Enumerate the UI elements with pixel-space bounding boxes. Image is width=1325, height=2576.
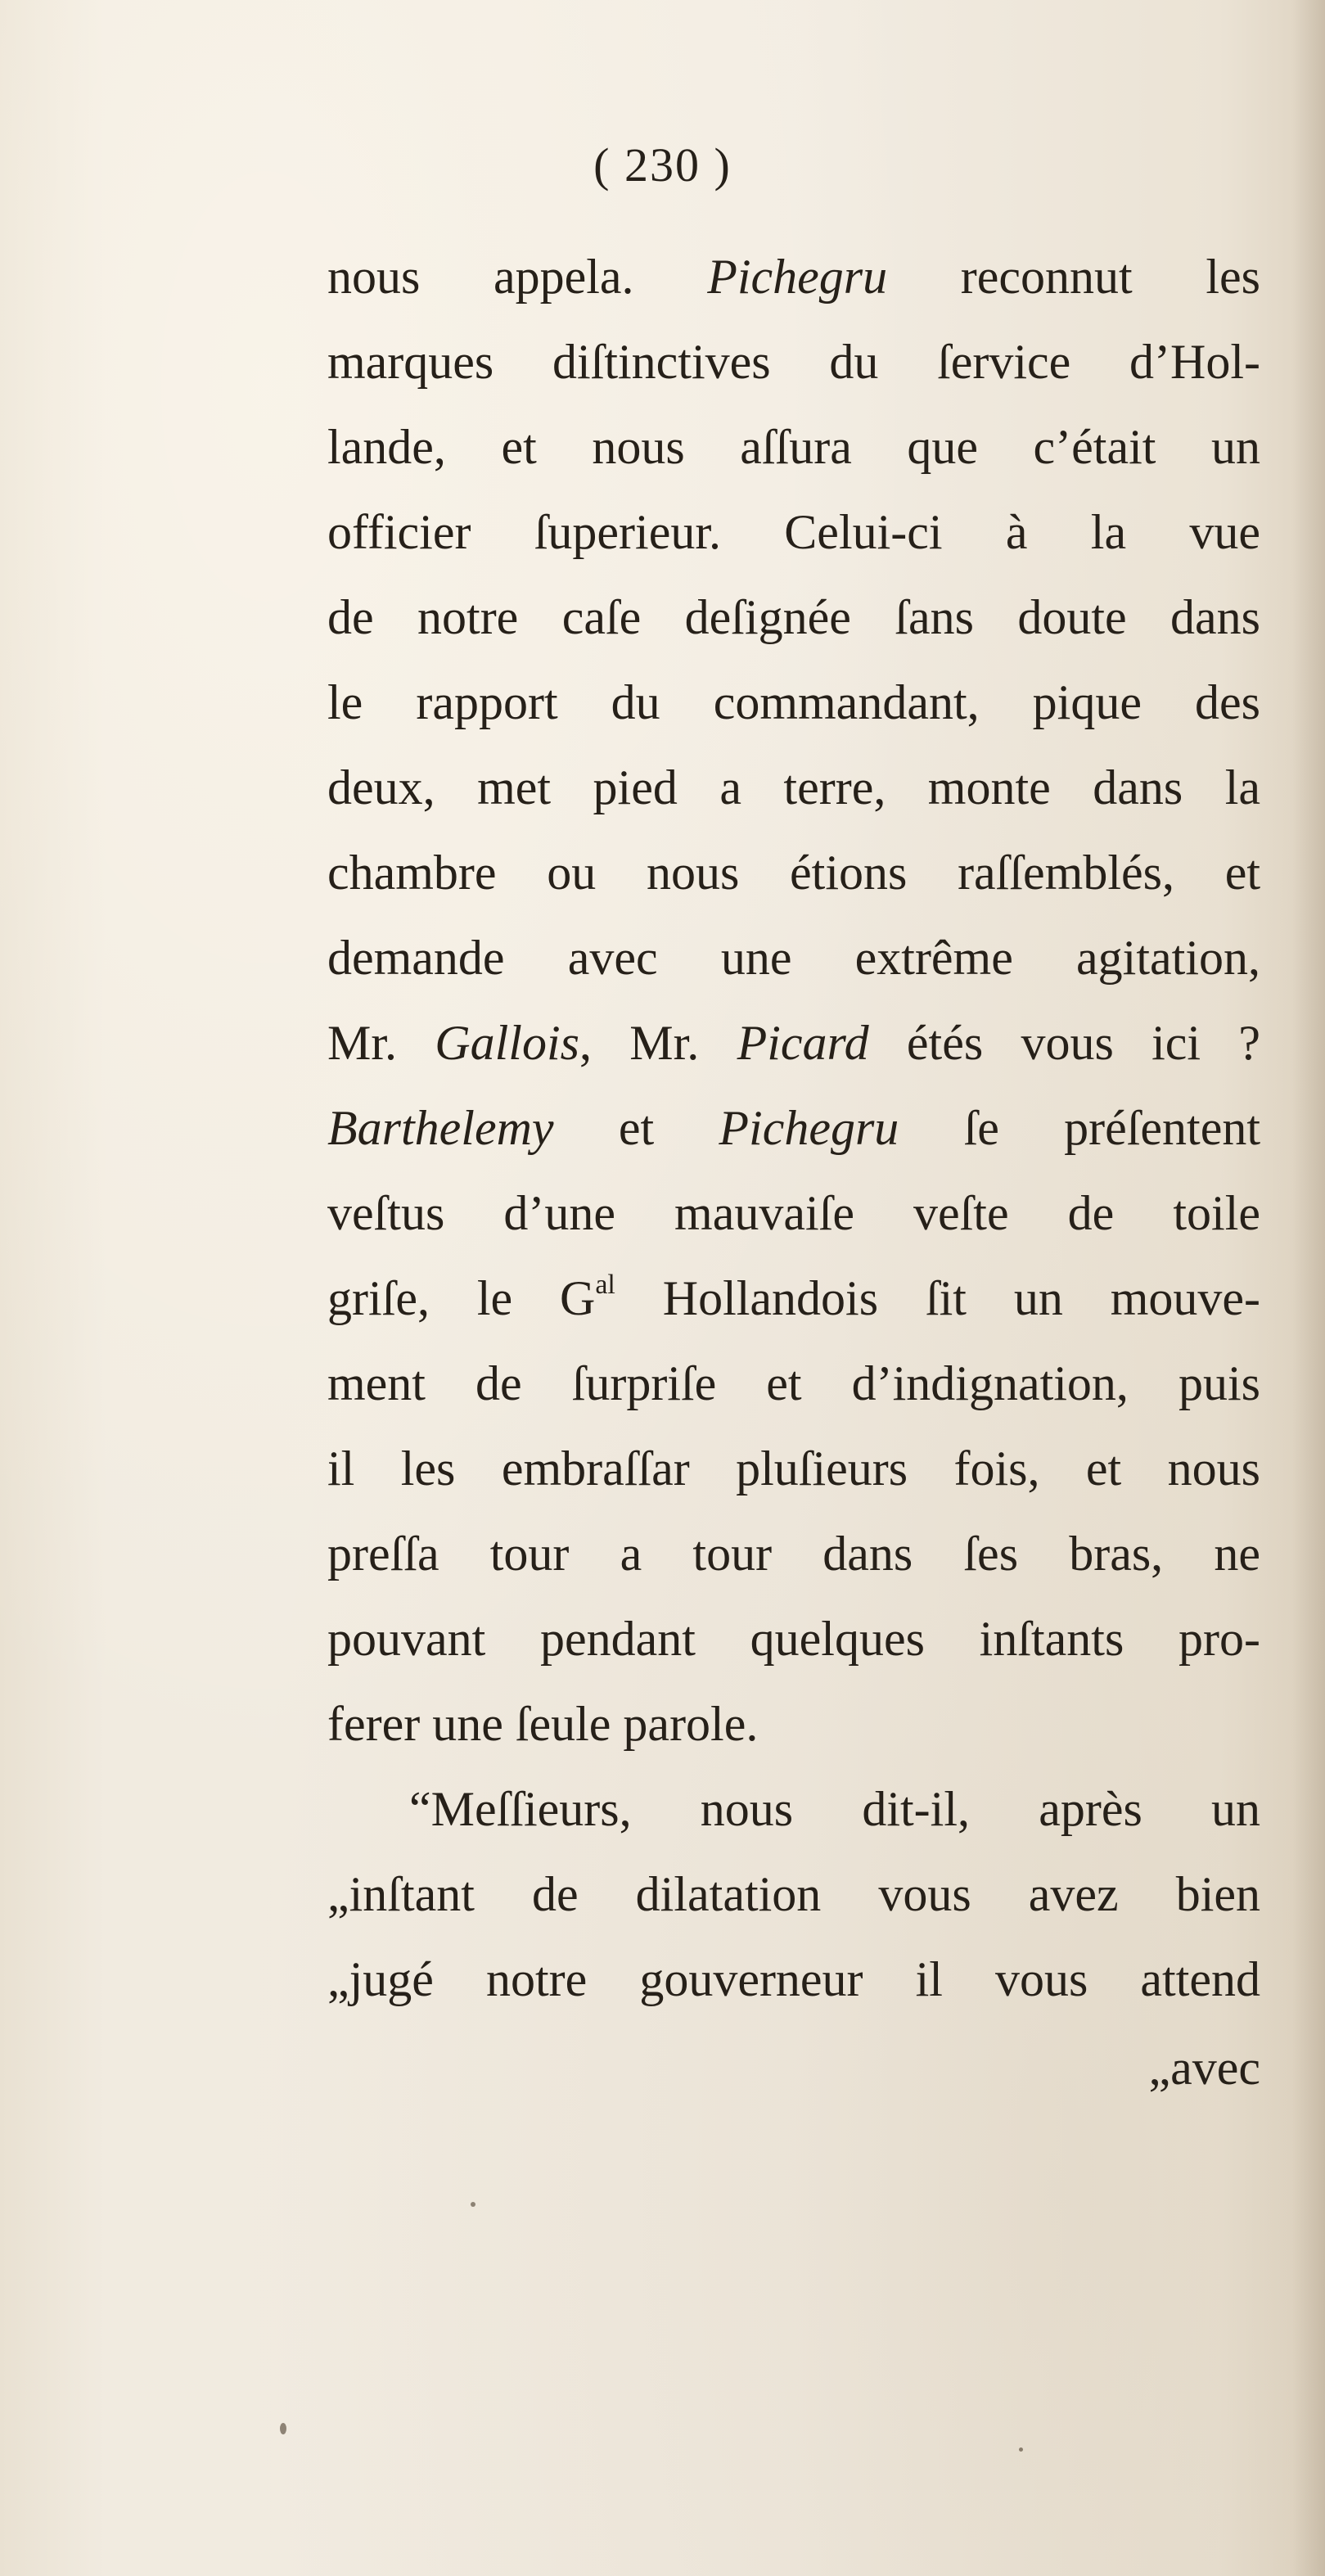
text-segment: al xyxy=(595,1270,615,1300)
ink-speck xyxy=(280,2423,286,2434)
page-edge-shadow xyxy=(1292,0,1325,2576)
text-segment: Pichegru xyxy=(707,250,888,304)
text-line xyxy=(327,1681,1260,1766)
text-segment: lande, et nous aſſura que c’était un xyxy=(327,420,1260,474)
text-segment: reconnut les xyxy=(887,250,1260,304)
text-line xyxy=(327,1085,1260,1171)
text-line xyxy=(327,1511,1260,1596)
text-segment: preſſa tour a tour dans ſes bras, ne xyxy=(327,1527,1260,1581)
text-segment: marques diſtinctives du ſervice d’Hol- xyxy=(327,335,1260,389)
text-segment: Picard xyxy=(737,1016,869,1070)
text-segment: ment de ſurpriſe et d’indignation, puis xyxy=(327,1356,1260,1410)
text-line xyxy=(327,575,1260,660)
text-segment: veſtus d’une mauvaiſe veſte de toile xyxy=(327,1186,1260,1240)
ink-speck xyxy=(1019,2447,1023,2452)
text-line xyxy=(327,660,1260,745)
text-segment: Pichegru xyxy=(719,1101,899,1155)
text-line xyxy=(327,1256,1260,1341)
text-segment: Mr. xyxy=(327,1016,435,1070)
text-line xyxy=(327,1341,1260,1426)
text-segment: Gallois xyxy=(435,1016,579,1070)
text-segment: chambre ou nous étions raſſemblés, et xyxy=(327,846,1260,900)
text-segment: étés vous ici ? xyxy=(868,1016,1260,1070)
text-segment: demande avec une extrême agitation, xyxy=(327,931,1260,985)
text-segment: et xyxy=(553,1101,719,1155)
text-segment: „inſtant de dilatation vous avez bien xyxy=(327,1867,1260,1921)
text-segment: le rapport du commandant, pique des xyxy=(327,675,1260,729)
text-segment: ſe préſentent xyxy=(899,1101,1260,1155)
text-line xyxy=(327,1937,1260,2022)
text-segment: pouvant pendant quelques inſtants pro- xyxy=(327,1612,1260,1666)
page-number: ( 230 ) xyxy=(593,138,732,192)
text-segment: , Mr. xyxy=(579,1016,737,1070)
text-segment: Hollandois ſit un mouve- xyxy=(615,1271,1260,1325)
body-text xyxy=(327,234,1260,2110)
text-line xyxy=(327,745,1260,830)
text-line xyxy=(327,234,1260,319)
ink-speck xyxy=(471,2202,475,2207)
text-segment: ferer une ſeule parole. xyxy=(327,1697,759,1751)
text-segment: Barthelemy xyxy=(327,1101,554,1155)
text-segment: de notre caſe deſignée ſans doute dans xyxy=(327,590,1260,644)
text-line xyxy=(327,1000,1260,1085)
text-segment: nous appela. xyxy=(327,250,708,304)
text-segment: il les embraſſar pluſieurs fois, et nous xyxy=(327,1441,1260,1496)
text-line xyxy=(327,404,1260,489)
text-line xyxy=(327,489,1260,575)
text-line xyxy=(327,830,1260,915)
text-segment: officier ſuperieur. Celui-ci à la vue xyxy=(327,505,1260,559)
catchword: „avec xyxy=(1148,2041,1260,2095)
text-line xyxy=(327,1426,1260,1511)
text-segment: „jugé notre gouverneur il vous attend xyxy=(327,1952,1260,2006)
text-line xyxy=(327,1766,1260,1852)
text-line xyxy=(327,1171,1260,1256)
text-segment: griſe, le G xyxy=(327,1271,596,1325)
text-line xyxy=(327,319,1260,404)
text-line xyxy=(327,1596,1260,1681)
text-line xyxy=(327,915,1260,1000)
text-segment: “Meſſieurs, nous dit-il, après un xyxy=(409,1782,1260,1836)
text-segment: deux, met pied a terre, monte dans la xyxy=(327,760,1260,814)
text-line xyxy=(327,1852,1260,1937)
